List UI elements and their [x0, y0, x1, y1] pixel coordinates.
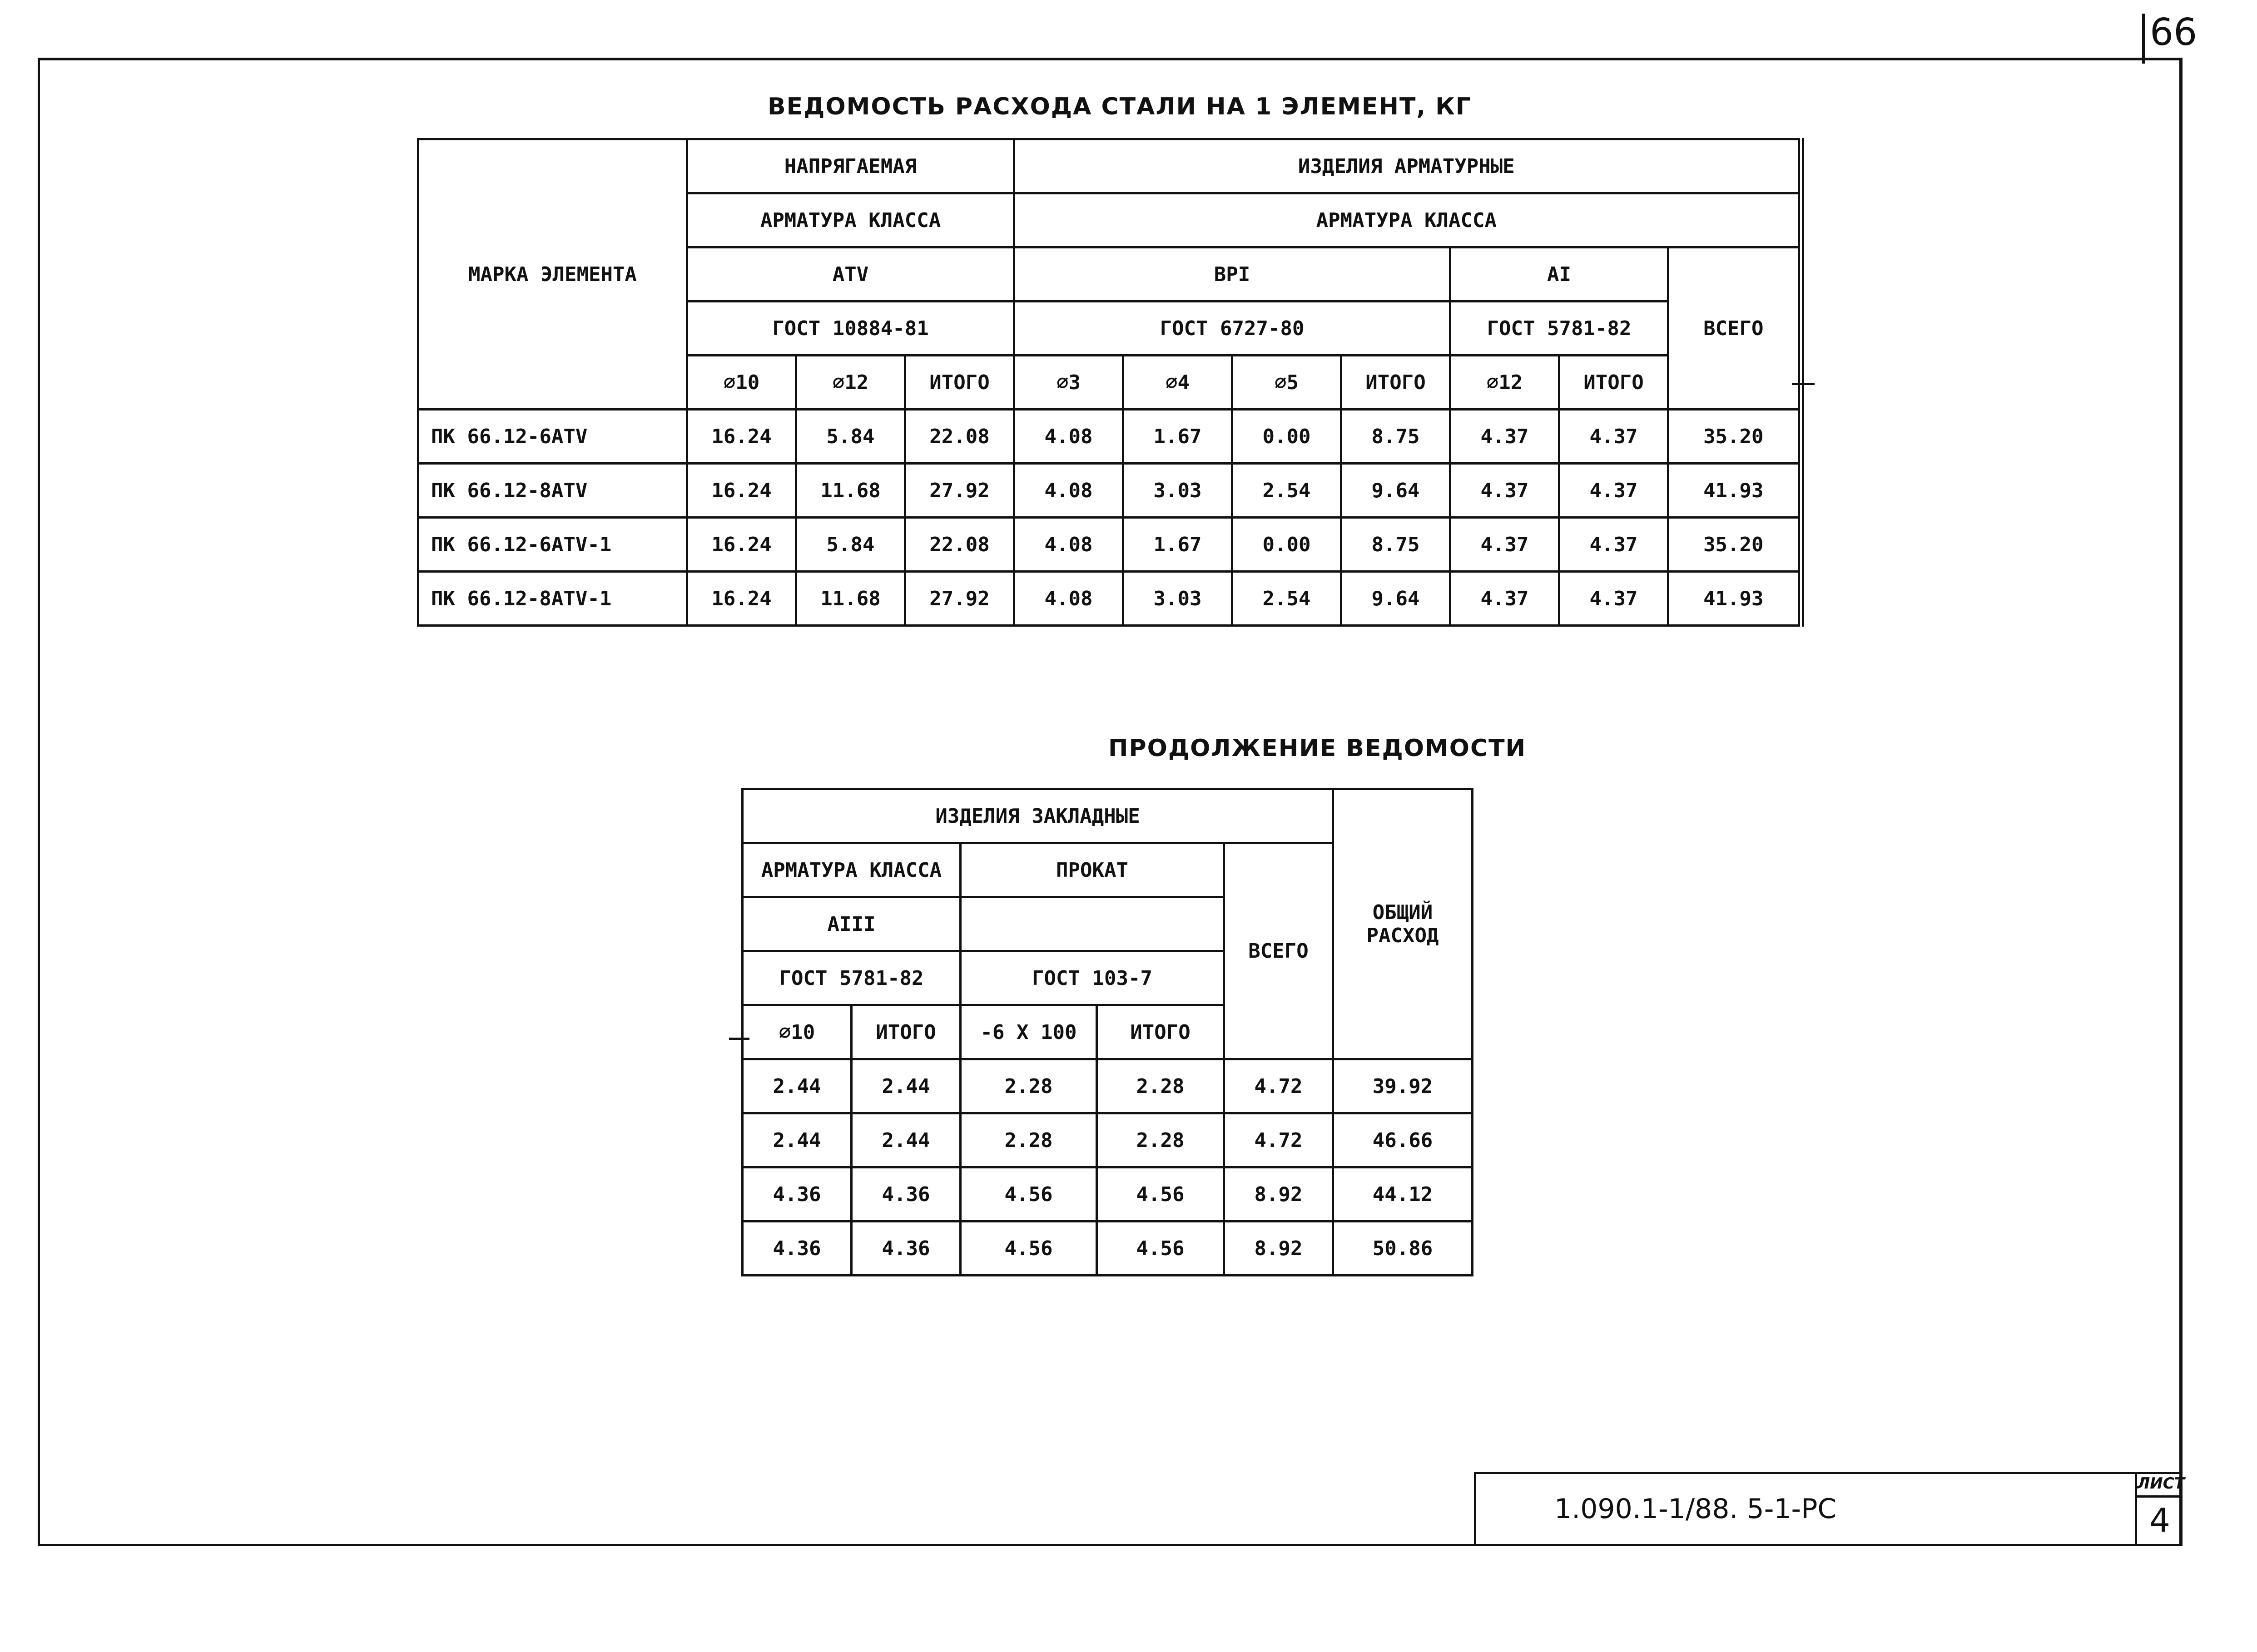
cell-total: 35.20 [1668, 410, 1801, 464]
steel-consumption-continuation-table [741, 788, 1473, 1276]
header-gost-ai: ГОСТ 5781-82 [1450, 302, 1668, 356]
header-class-atv: АТV [687, 247, 1014, 302]
cell: 4.37 [1450, 518, 1559, 572]
header-rolled-empty [961, 897, 1224, 951]
cell: 4.37 [1559, 572, 1668, 626]
page-number-divider [2142, 14, 2145, 64]
subheader-bpi-total: ИТОГО [1341, 356, 1450, 410]
table2-title: ПРОДОЛЖЕНИЕ ВЕДОМОСТИ [1108, 735, 1527, 762]
header-gost-bpi: ГОСТ 6727-80 [1014, 302, 1450, 356]
page-number: 66 [2150, 11, 2197, 54]
cell: 16.24 [687, 464, 796, 518]
cell-overall: 50.86 [1333, 1222, 1473, 1276]
document-code: 1.090.1-1/88. 5-1-РС [1554, 1493, 1837, 1525]
cell: 4.08 [1014, 464, 1123, 518]
header-total: ВСЕГО [1668, 247, 1801, 410]
cell: 4.36 [743, 1222, 852, 1276]
cell: 16.24 [687, 572, 796, 626]
header-gost-aiii: ГОСТ 5781-82 [743, 951, 961, 1005]
cell: 4.37 [1450, 410, 1559, 464]
header-reinforcement-1: ИЗДЕЛИЯ АРМАТУРНЫЕ [1014, 139, 1801, 193]
header-reinforcement-2: АРМАТУРА КЛАССА [1014, 193, 1801, 247]
table-row [743, 1222, 1473, 1276]
steel-consumption-table [417, 138, 1804, 627]
cell: 1.67 [1123, 410, 1232, 464]
cell: 2.28 [961, 1059, 1097, 1113]
table1-title: ВЕДОМОСТЬ РАСХОДА СТАЛИ НА 1 ЭЛЕМЕНТ, КГ [768, 93, 1472, 120]
cell: 22.08 [905, 518, 1014, 572]
cell: 16.24 [687, 410, 796, 464]
subheader-d12: ∅12 [796, 356, 905, 410]
cell: 4.37 [1450, 464, 1559, 518]
subheader-rolled-total: ИТОГО [1097, 1005, 1224, 1059]
cell: 4.36 [852, 1167, 961, 1222]
cell: 1.67 [1123, 518, 1232, 572]
table-row [418, 410, 1801, 464]
subheader-atv-total: ИТОГО [905, 356, 1014, 410]
cell: 27.92 [905, 572, 1014, 626]
cell: 2.44 [852, 1059, 961, 1113]
table-row [743, 1059, 1473, 1113]
header-class-aiii: АIII [743, 897, 961, 951]
cell: 3.03 [1123, 464, 1232, 518]
cell: 11.68 [796, 572, 905, 626]
subheader-d10: ∅10 [687, 356, 796, 410]
cell: 9.64 [1341, 464, 1450, 518]
table-row [743, 1113, 1473, 1167]
header-gost-rolled: ГОСТ 103-7 [961, 951, 1224, 1005]
sheet-number: 4 [2149, 1501, 2170, 1539]
cell-overall: 39.92 [1333, 1059, 1473, 1113]
cell: 22.08 [905, 410, 1014, 464]
table-row [418, 464, 1801, 518]
cell: 4.37 [1450, 572, 1559, 626]
cell: 2.44 [743, 1113, 852, 1167]
cell: 27.92 [905, 464, 1014, 518]
cell: 4.37 [1559, 518, 1668, 572]
sheet-box [2135, 1472, 2183, 1546]
header-total: ВСЕГО [1224, 843, 1333, 1059]
element-mark: ПК 66.12-6АТV [418, 410, 687, 464]
cell: 4.36 [852, 1222, 961, 1276]
header-element-mark: МАРКА ЭЛЕМЕНТА [418, 139, 687, 410]
header-overall [1333, 789, 1473, 1059]
cell-total: 35.20 [1668, 518, 1801, 572]
cell: 4.37 [1559, 464, 1668, 518]
cell-total: 41.93 [1668, 572, 1801, 626]
cell: 2.54 [1232, 572, 1341, 626]
header-prestressed-2: АРМАТУРА КЛАССА [687, 193, 1014, 247]
cell: 4.08 [1014, 572, 1123, 626]
cell: 8.75 [1341, 518, 1450, 572]
cell: 8.92 [1224, 1167, 1333, 1222]
cell: 4.36 [743, 1167, 852, 1222]
header-prestressed-1: НАПРЯГАЕМАЯ [687, 139, 1014, 193]
header-embedded: ИЗДЕЛИЯ ЗАКЛАДНЫЕ [743, 789, 1333, 843]
tick-mark [1792, 383, 1815, 385]
element-mark: ПК 66.12-6АТV-1 [418, 518, 687, 572]
header-gost-atv: ГОСТ 10884-81 [687, 302, 1014, 356]
cell: 0.00 [1232, 410, 1341, 464]
cell: 5.84 [796, 518, 905, 572]
tick-mark [729, 1038, 749, 1040]
subheader-d4: ∅4 [1123, 356, 1232, 410]
element-mark: ПК 66.12-8АТV-1 [418, 572, 687, 626]
cell: 2.28 [961, 1113, 1097, 1167]
table-row [418, 572, 1801, 626]
cell: 4.72 [1224, 1113, 1333, 1167]
header-class-ai: АI [1450, 247, 1668, 302]
cell: 9.64 [1341, 572, 1450, 626]
cell: 4.56 [1097, 1222, 1224, 1276]
cell: 16.24 [687, 518, 796, 572]
cell: 3.03 [1123, 572, 1232, 626]
header-overall-1: ОБЩИЙ [1372, 901, 1433, 924]
subheader-aiii-total: ИТОГО [852, 1005, 961, 1059]
header-class-bpi: ВРI [1014, 247, 1450, 302]
subheader-profile: -6 Х 100 [961, 1005, 1097, 1059]
cell: 2.28 [1097, 1059, 1224, 1113]
cell: 2.28 [1097, 1113, 1224, 1167]
table-row [743, 1167, 1473, 1222]
cell: 8.75 [1341, 410, 1450, 464]
cell: 11.68 [796, 464, 905, 518]
header-overall-2: РАСХОД [1366, 924, 1439, 947]
element-mark: ПК 66.12-8АТV [418, 464, 687, 518]
cell: 4.56 [961, 1222, 1097, 1276]
subheader-ai-d12: ∅12 [1450, 356, 1559, 410]
sheet-label: ЛИСТ [2137, 1472, 2183, 1498]
cell: 4.56 [1097, 1167, 1224, 1222]
cell-overall: 44.12 [1333, 1167, 1473, 1222]
header-rolled: ПРОКАТ [961, 843, 1224, 897]
cell: 4.72 [1224, 1059, 1333, 1113]
cell: 0.00 [1232, 518, 1341, 572]
cell: 2.44 [852, 1113, 961, 1167]
subheader-ai-total: ИТОГО [1559, 356, 1668, 410]
subheader-d5: ∅5 [1232, 356, 1341, 410]
cell: 5.84 [796, 410, 905, 464]
subheader-d10: ∅10 [743, 1005, 852, 1059]
cell: 4.08 [1014, 410, 1123, 464]
cell: 4.37 [1559, 410, 1668, 464]
cell: 4.08 [1014, 518, 1123, 572]
table-row [418, 518, 1801, 572]
subheader-d3: ∅3 [1014, 356, 1123, 410]
cell: 4.56 [961, 1167, 1097, 1222]
cell-overall: 46.66 [1333, 1113, 1473, 1167]
cell: 2.54 [1232, 464, 1341, 518]
cell: 2.44 [743, 1059, 852, 1113]
cell-total: 41.93 [1668, 464, 1801, 518]
cell: 8.92 [1224, 1222, 1333, 1276]
header-rebar-class: АРМАТУРА КЛАССА [743, 843, 961, 897]
